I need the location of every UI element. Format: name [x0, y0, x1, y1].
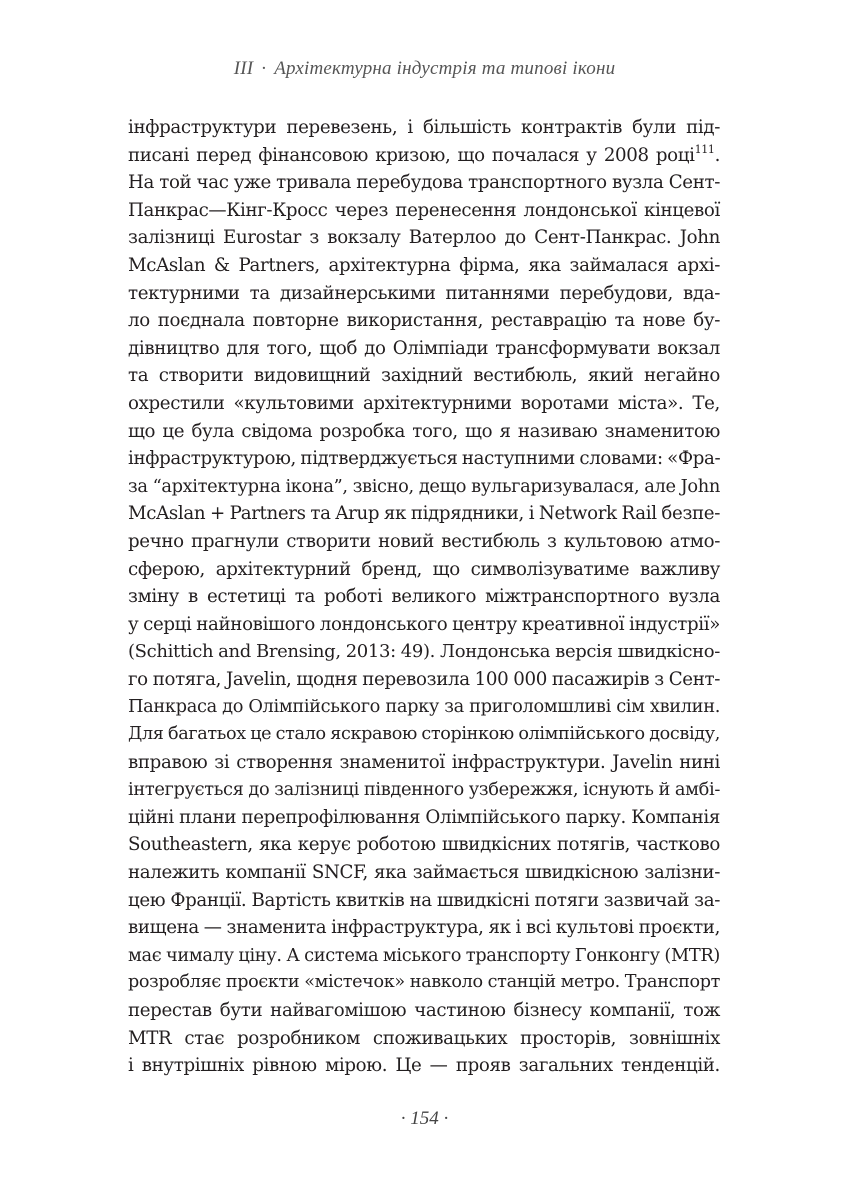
text-line: Панкрас—Кінг-Кросс через перенесення лондонської кінцевої [128, 199, 720, 221]
text-line: сферою, архітектурний бренд, що символізуватиме важливу [128, 558, 720, 580]
text-line: має чималу ціну. А система міського транспорту Гонконгу (MTR) [128, 944, 720, 966]
text-line: інфраструктурою, підтверджується наступними словами: «Фра- [128, 448, 721, 470]
text-line: Для багатьох це стало яскравою сторінкою олімпійського досвіду, [128, 724, 720, 745]
footnote-reference[interactable]: 111 [694, 142, 715, 156]
running-head [0, 58, 849, 80]
text-line: (Schittich and Brensing, 2013: 49). Лондонська версія швидкісно- [128, 641, 720, 663]
text-line: McAslan + Partners та Arup як підрядники, і Network Rail безпе- [128, 503, 720, 525]
text-line-last: і внутрішніх рівною мірою. Це — прояв загальних тенденцій. [128, 1055, 720, 1077]
text-line: за “архітектурна ікона”, звісно, дещо вульгаризувалася, але John [128, 475, 720, 497]
text-line: MTR стає розробником споживацьких просторів, зовнішніх [128, 1027, 720, 1049]
text-line: розробляє проєкти «містечок» навколо станцій метро. Транспорт [128, 972, 720, 993]
text-line: речно прагнули створити новий вестибюль з культовою атмо- [128, 530, 720, 552]
text-line: у серці найновішого лондонського центру креативної індустрії» [128, 613, 720, 635]
running-head-title: Архітектурна індустрія та типові ікони [274, 58, 616, 79]
text-line: вправою зі створення знаменитої інфраструктури. Javelin нині [128, 751, 720, 773]
text-line: інтегрується до залізниці південного узбережжя, існують й амбі- [128, 779, 720, 801]
page-number: · 154 · [400, 1108, 449, 1129]
text-line: дівництво для того, щоб до Олімпіади трансформувати вокзал [128, 337, 720, 359]
text-line: го потяга, Javelin, щодня перевозила 100 000 пасажирів з Сент- [128, 668, 720, 690]
text-line: Панкраса до Олімпійського парку за приголомшливі сім хвилин. [128, 696, 720, 718]
body-text [128, 114, 720, 1080]
text-line: інфраструктури перевезень, і більшість контрактів були під- [128, 117, 720, 138]
text-line: перестав бути найвагомішою частиною бізнесу компанії, тож [128, 1000, 720, 1021]
text-line: На той час уже тривала перебудова транспортного вузла Сент- [128, 172, 720, 194]
text-line: та створити видовищний західний вестибюль, який негайно [128, 365, 720, 387]
text-line: Southeastern, яка керує роботою швидкісних потягів, частково [128, 834, 720, 856]
text-line: вищена — знаменита інфраструктура, як і всі культові проєкти, [128, 917, 720, 939]
text-line: цею Франції. Вартість квитків на швидкісні потяги зазвичай за- [128, 889, 720, 911]
running-head-separator: · [261, 58, 267, 79]
running-head-part: III [233, 58, 254, 79]
text-line: ло поєднала повторне використання, реставрацію та нове бу- [128, 310, 720, 332]
text-line: тектурними та дизайнерськими питаннями перебудови, вда- [128, 282, 720, 304]
text-line: охрестили «культовими архітектурними воротами міста». Те, [128, 392, 720, 414]
text-line: McAslan & Partners, архітектурна фірма, яка займалася архі- [128, 254, 720, 276]
text-line: що це була свідома розробка того, що я називаю знаменитою [128, 420, 720, 442]
footnote-suffix: . [714, 144, 720, 166]
text-line: писані перед фінансовою кризою, що почалася у 2008 році [128, 144, 695, 166]
text-line: зміну в естетиці та роботі великого міжтранспортного вузла [128, 586, 720, 608]
text-line: залізниці Eurostar з вокзалу Ватерлоо до Сент-Панкрас. John [128, 227, 720, 249]
text-line: належить компанії SNCF, яка займається швидкісною залізни- [128, 862, 720, 884]
text-line: ційні плани перепрофілювання Олімпійського парку. Компанія [128, 806, 720, 828]
text-line-with-footnote [128, 142, 720, 170]
